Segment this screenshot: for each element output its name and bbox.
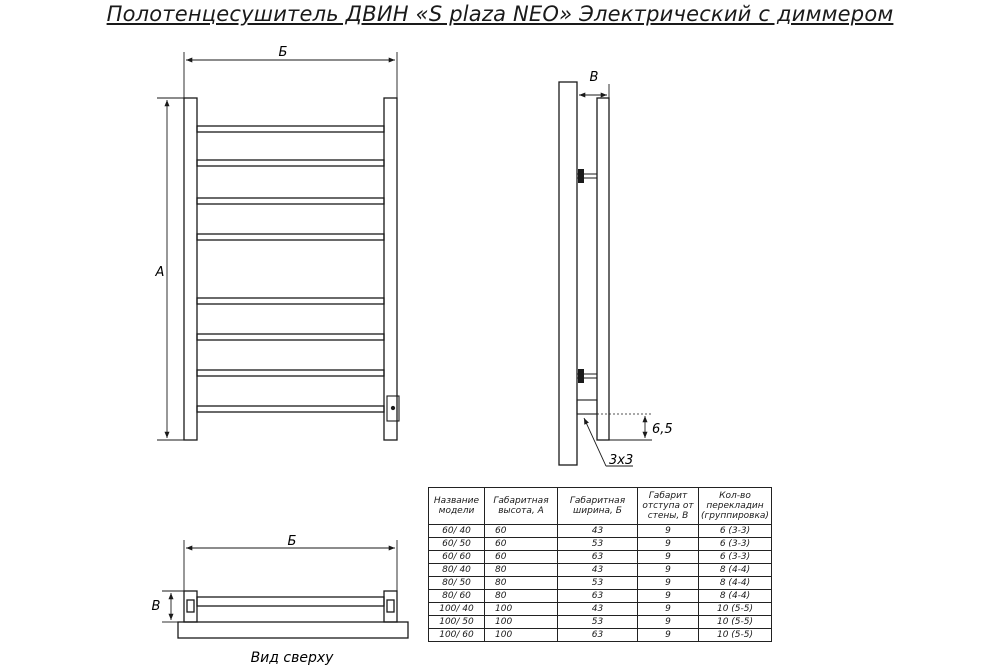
cell-width: 63 bbox=[558, 551, 638, 564]
rungs bbox=[197, 126, 384, 412]
top-view bbox=[162, 540, 408, 638]
cell-rungs: 6 (3-3) bbox=[699, 551, 772, 564]
bracket-leader bbox=[584, 418, 606, 466]
cell-width: 43 bbox=[558, 564, 638, 577]
cell-model: 80/ 40 bbox=[429, 564, 485, 577]
table-row bbox=[429, 616, 772, 629]
cell-model: 60/ 50 bbox=[429, 538, 485, 551]
bracket-size-label: 3x3 bbox=[609, 453, 634, 468]
cell-offset: 9 bbox=[638, 616, 699, 629]
table-row bbox=[429, 590, 772, 603]
cell-rungs: 8 (4-4) bbox=[699, 564, 772, 577]
cell-offset: 9 bbox=[638, 577, 699, 590]
cell-height: 60 bbox=[485, 551, 558, 564]
cell-offset: 9 bbox=[638, 590, 699, 603]
top-wall bbox=[178, 622, 408, 638]
cell-rungs: 8 (4-4) bbox=[699, 590, 772, 603]
header-width: Габаритная ширина, Б bbox=[558, 488, 638, 525]
table-row bbox=[429, 564, 772, 577]
table-row bbox=[429, 538, 772, 551]
cell-width: 63 bbox=[558, 629, 638, 642]
cell-offset: 9 bbox=[638, 538, 699, 551]
left-collector bbox=[184, 98, 197, 440]
cell-model: 100/ 50 bbox=[429, 616, 485, 629]
cell-width: 53 bbox=[558, 616, 638, 629]
cell-width: 43 bbox=[558, 603, 638, 616]
table-row bbox=[429, 629, 772, 642]
drawing-title: Полотенцесушитель ДВИН «S plaza NEO» Электрический с диммером bbox=[106, 2, 894, 26]
offset-label: 6,5 bbox=[652, 422, 673, 437]
cell-width: 53 bbox=[558, 538, 638, 551]
cell-rungs: 10 (5-5) bbox=[699, 603, 772, 616]
table-row bbox=[429, 577, 772, 590]
cell-rungs: 10 (5-5) bbox=[699, 616, 772, 629]
front-width-label: Б bbox=[278, 45, 288, 60]
cell-width: 63 bbox=[558, 590, 638, 603]
cell-height: 100 bbox=[485, 616, 558, 629]
cell-offset: 9 bbox=[638, 551, 699, 564]
cell-offset: 9 bbox=[638, 629, 699, 642]
front-height-label: A bbox=[155, 265, 165, 280]
cell-height: 100 bbox=[485, 603, 558, 616]
cell-rungs: 6 (3-3) bbox=[699, 538, 772, 551]
cell-height: 100 bbox=[485, 629, 558, 642]
header-model: Название модели bbox=[429, 488, 485, 525]
cell-model: 100/ 60 bbox=[429, 629, 485, 642]
cell-model: 60/ 60 bbox=[429, 551, 485, 564]
cell-offset: 9 bbox=[638, 525, 699, 538]
model-dimensions-table bbox=[428, 487, 772, 642]
table-row bbox=[429, 551, 772, 564]
cell-model: 80/ 60 bbox=[429, 590, 485, 603]
side-depth-label: В bbox=[589, 70, 599, 85]
header-rungs: Кол-во перекладин (группировка) bbox=[699, 488, 772, 525]
table-row bbox=[429, 603, 772, 616]
top-depth-label: В bbox=[151, 599, 161, 614]
cell-model: 80/ 50 bbox=[429, 577, 485, 590]
cell-model: 100/ 40 bbox=[429, 603, 485, 616]
header-offset: Габарит отступа от стены, В bbox=[638, 488, 699, 525]
table-row bbox=[429, 525, 772, 538]
cell-offset: 9 bbox=[638, 564, 699, 577]
cell-rungs: 10 (5-5) bbox=[699, 629, 772, 642]
cell-offset: 9 bbox=[638, 603, 699, 616]
cell-width: 43 bbox=[558, 525, 638, 538]
top-width-label: Б bbox=[287, 534, 297, 549]
cell-height: 80 bbox=[485, 577, 558, 590]
table-header-row bbox=[429, 488, 772, 525]
cell-height: 60 bbox=[485, 538, 558, 551]
side-view bbox=[559, 82, 652, 466]
cell-rungs: 8 (4-4) bbox=[699, 577, 772, 590]
cell-width: 53 bbox=[558, 577, 638, 590]
cell-rungs: 6 (3-3) bbox=[699, 525, 772, 538]
cell-height: 80 bbox=[485, 564, 558, 577]
header-height: Габаритная высота, А bbox=[485, 488, 558, 525]
right-collector bbox=[384, 98, 397, 440]
cell-height: 60 bbox=[485, 525, 558, 538]
cell-model: 60/ 40 bbox=[429, 525, 485, 538]
wall bbox=[559, 82, 577, 465]
side-collector bbox=[597, 98, 609, 440]
front-view bbox=[157, 52, 399, 440]
cell-height: 80 bbox=[485, 590, 558, 603]
top-view-caption: Вид сверху bbox=[250, 650, 334, 666]
